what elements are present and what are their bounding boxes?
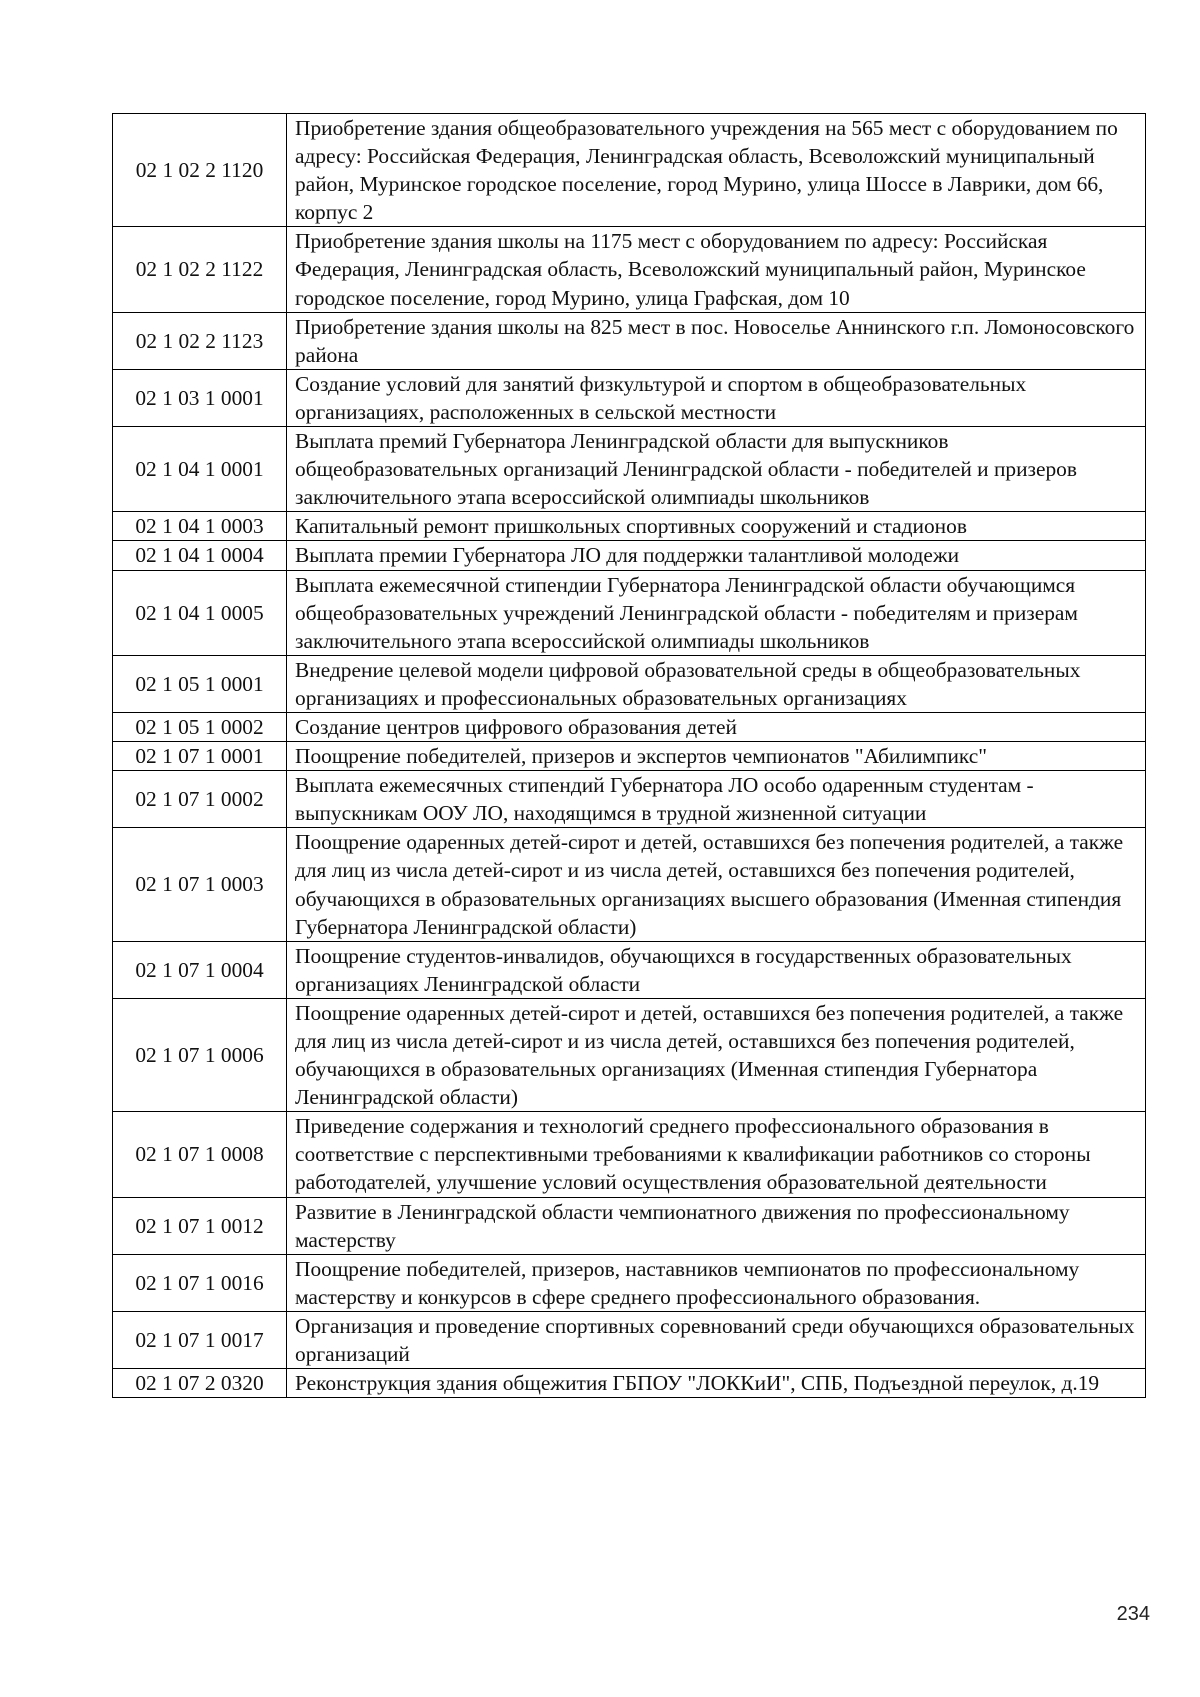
table-row bbox=[113, 114, 1146, 227]
description-cell: Развитие в Ленинградской области чемпионатного движения по профессиональному мастерству bbox=[287, 1197, 1146, 1254]
table-row bbox=[113, 1311, 1146, 1368]
table-row bbox=[113, 742, 1146, 771]
description-cell: Приобретение здания школы на 825 мест в пос. Новоселье Аннинского г.п. Ломоносовского района bbox=[287, 312, 1146, 369]
page-number: 234 bbox=[1116, 1603, 1150, 1625]
description-cell: Создание условий для занятий физкультурой и спортом в общеобразовательных организациях, расположенных в сельской местности bbox=[287, 369, 1146, 426]
code-cell: 02 1 07 1 0003 bbox=[113, 828, 287, 941]
table-row bbox=[113, 512, 1146, 541]
code-cell: 02 1 03 1 0001 bbox=[113, 369, 287, 426]
table-row bbox=[113, 312, 1146, 369]
code-cell: 02 1 07 1 0004 bbox=[113, 941, 287, 998]
description-cell: Поощрение студентов-инвалидов, обучающихся в государственных образовательных организациях Ленинградской области bbox=[287, 941, 1146, 998]
table-row bbox=[113, 998, 1146, 1111]
budget-code-table bbox=[112, 113, 1146, 1398]
table-row bbox=[113, 1197, 1146, 1254]
description-cell: Приобретение здания общеобразовательного учреждения на 565 мест с оборудованием по адресу: Российская Федерация, Ленинградская область, Всеволожский муниципальный район, Муринское городское поселение, город Мурино, улица Шоссе в Лаврики, дом 66, корпус 2 bbox=[287, 114, 1146, 227]
description-cell: Приобретение здания школы на 1175 мест с оборудованием по адресу: Российская Федерация, Ленинградская область, Всеволожский муниципальный район, Муринское городское поселение, город Мурино, улица Графская, дом 10 bbox=[287, 227, 1146, 312]
code-cell: 02 1 07 2 0320 bbox=[113, 1369, 287, 1398]
code-cell: 02 1 05 1 0002 bbox=[113, 712, 287, 741]
description-cell: Внедрение целевой модели цифровой образовательной среды в общеобразовательных организациях и профессиональных образовательных организациях bbox=[287, 655, 1146, 712]
code-cell: 02 1 02 2 1122 bbox=[113, 227, 287, 312]
code-cell: 02 1 04 1 0001 bbox=[113, 427, 287, 512]
code-cell: 02 1 05 1 0001 bbox=[113, 655, 287, 712]
table-row bbox=[113, 828, 1146, 941]
table-row bbox=[113, 1254, 1146, 1311]
code-cell: 02 1 07 1 0016 bbox=[113, 1254, 287, 1311]
code-cell: 02 1 02 2 1120 bbox=[113, 114, 287, 227]
table-row bbox=[113, 369, 1146, 426]
code-cell: 02 1 07 1 0002 bbox=[113, 771, 287, 828]
table-row bbox=[113, 427, 1146, 512]
description-cell: Реконструкция здания общежития ГБПОУ "ЛОККиИ", СПБ, Подъездной переулок, д.19 bbox=[287, 1369, 1146, 1398]
description-cell: Выплата премии Губернатора ЛО для поддержки талантливой молодежи bbox=[287, 541, 1146, 570]
description-cell: Поощрение победителей, призеров, наставников чемпионатов по профессиональному мастерству и конкурсов в сфере среднего профессионального образования. bbox=[287, 1254, 1146, 1311]
description-cell: Поощрение одаренных детей-сирот и детей, оставшихся без попечения родителей, а также для лиц из числа детей-сирот и из числа детей, оставшихся без попечения родителей, обучающихся в образовательных организациях высшего образования (Именная стипендия Губернатора Ленинградской области) bbox=[287, 828, 1146, 941]
description-cell: Выплата премий Губернатора Ленинградской области для выпускников общеобразовательных организаций Ленинградской области - победителей и призеров заключительного этапа всероссийской олимпиады школьников bbox=[287, 427, 1146, 512]
code-cell: 02 1 07 1 0017 bbox=[113, 1311, 287, 1368]
table-row bbox=[113, 941, 1146, 998]
table-row bbox=[113, 655, 1146, 712]
code-cell: 02 1 07 1 0001 bbox=[113, 742, 287, 771]
table-row bbox=[113, 1369, 1146, 1398]
code-cell: 02 1 07 1 0008 bbox=[113, 1112, 287, 1197]
description-cell: Поощрение одаренных детей-сирот и детей, оставшихся без попечения родителей, а также для лиц из числа детей-сирот и из числа детей, оставшихся без попечения родителей, обучающихся в образовательных организациях (Именная стипендия Губернатора Ленинградской области) bbox=[287, 998, 1146, 1111]
code-cell: 02 1 04 1 0004 bbox=[113, 541, 287, 570]
code-cell: 02 1 04 1 0005 bbox=[113, 570, 287, 655]
table-row bbox=[113, 1112, 1146, 1197]
table-row bbox=[113, 541, 1146, 570]
table-row bbox=[113, 227, 1146, 312]
description-cell: Организация и проведение спортивных соревнований среди обучающихся образовательных организаций bbox=[287, 1311, 1146, 1368]
description-cell: Поощрение победителей, призеров и экспертов чемпионатов "Абилимпикс" bbox=[287, 742, 1146, 771]
code-cell: 02 1 07 1 0006 bbox=[113, 998, 287, 1111]
code-cell: 02 1 07 1 0012 bbox=[113, 1197, 287, 1254]
table-row bbox=[113, 712, 1146, 741]
code-cell: 02 1 02 2 1123 bbox=[113, 312, 287, 369]
description-cell: Капитальный ремонт пришкольных спортивных сооружений и стадионов bbox=[287, 512, 1146, 541]
table-row bbox=[113, 570, 1146, 655]
table-row bbox=[113, 771, 1146, 828]
code-cell: 02 1 04 1 0003 bbox=[113, 512, 287, 541]
description-cell: Выплата ежемесячных стипендий Губернатора ЛО особо одаренным студентам - выпускникам ООУ ЛО, находящимся в трудной жизненной ситуации bbox=[287, 771, 1146, 828]
description-cell: Выплата ежемесячной стипендии Губернатора Ленинградской области обучающимся общеобразовательных учреждений Ленинградской области - победителям и призерам заключительного этапа всероссийской олимпиады школьников bbox=[287, 570, 1146, 655]
description-cell: Приведение содержания и технологий среднего профессионального образования в соответствие с перспективными требованиями к квалификации работников со стороны работодателей, улучшение условий осуществления образовательной деятельности bbox=[287, 1112, 1146, 1197]
description-cell: Создание центров цифрового образования детей bbox=[287, 712, 1146, 741]
